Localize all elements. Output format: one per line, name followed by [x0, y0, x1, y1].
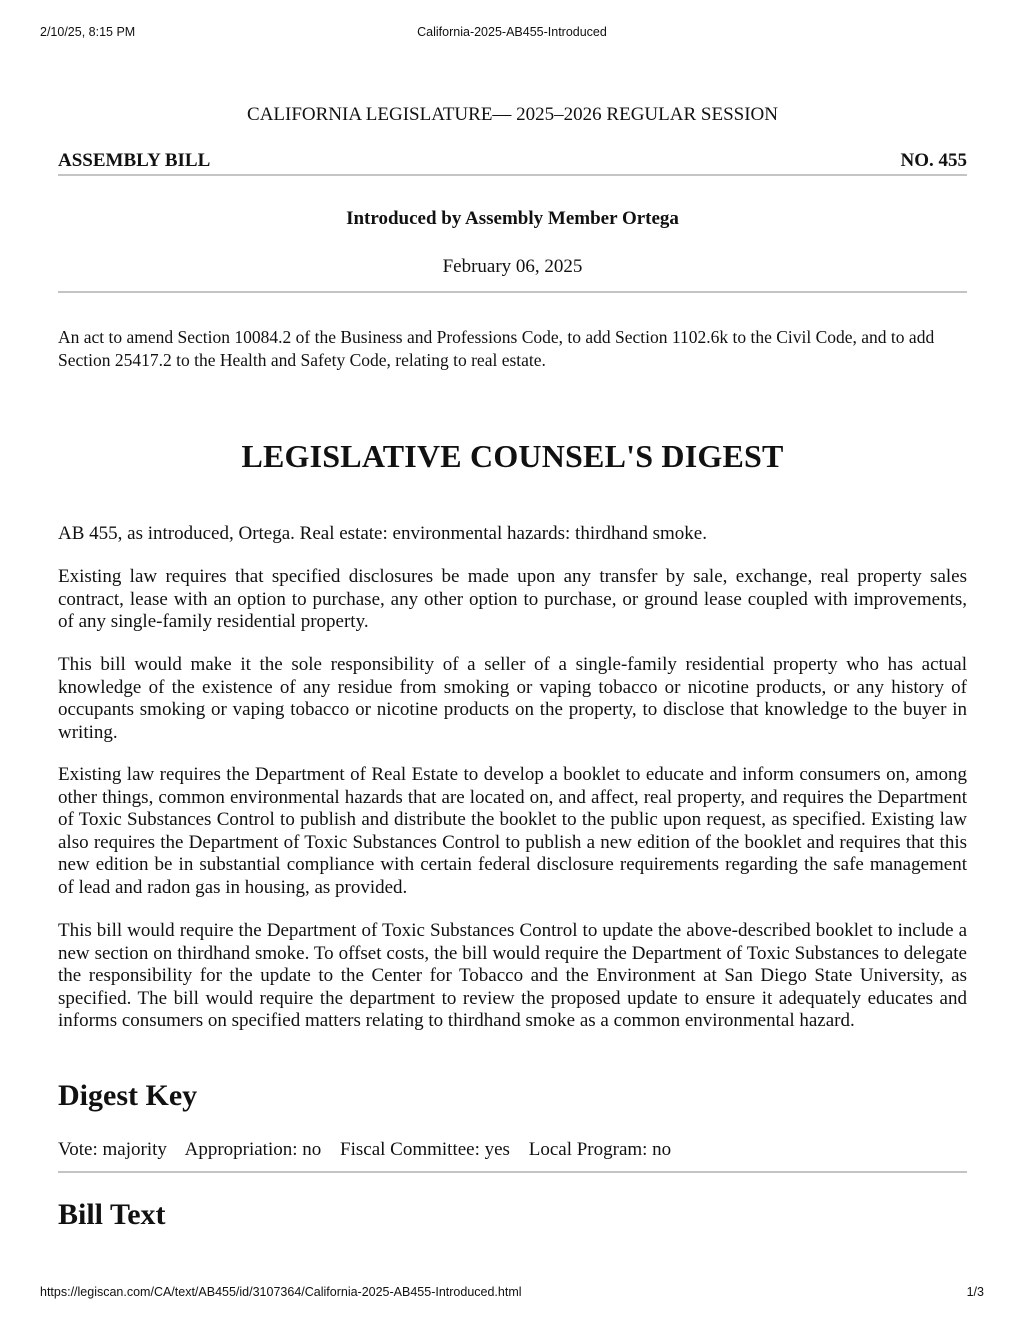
digest-paragraph: This bill would make it the sole responsibility of a seller of a single-family residential property who has actual knowledge of the existence of any residue from smoking or vaping tobacco or nicotine products, or any history of occupants smoking or vaping tobacco or nicotine products on the property, to disclose that knowledge to the buyer in writing.	[58, 654, 967, 743]
digest-summary: AB 455, as introduced, Ortega. Real estate: environmental hazards: thirdhand smoke.	[58, 523, 707, 544]
digest-key-heading: Digest Key	[58, 1079, 198, 1112]
digest-paragraph: Existing law requires the Department of Real Estate to develop a booklet to educate and inform consumers on, among other things, common environmental hazards that are located on, and affect, real property, and requires the Department of Toxic Substances Control to publish and distribute the booklet to the public upon request, as specified. Existing law also requires the Department of Toxic Substances Control to publish a new edition of the booklet and requires that this new edition be in substantial compliance with certain federal disclosure requirements regarding the safe management of lead and radon gas in housing, as provided.	[58, 764, 967, 898]
bill-number: NO. 455	[900, 150, 967, 171]
digest-paragraph: This bill would require the Department of Toxic Substances Control to update the above-described booklet to include a new section on thirdhand smoke. To offset costs, the bill would require the Department of Toxic Substances to delegate the responsibility for the update to the Center for Tobacco and the Environment at San Diego State University, as specified. The bill would require the department to review the proposed update to ensure it adequately educates and informs consumers on specified matters relating to thirdhand smoke as a common environmental hazard.	[58, 920, 967, 1031]
bill-heading-row	[58, 150, 967, 173]
print-doc-title: California-2025-AB455-Introduced	[417, 25, 607, 39]
bill-type: ASSEMBLY BILL	[58, 150, 211, 171]
introduced-date: February 06, 2025	[442, 256, 583, 277]
print-datetime: 2/10/25, 8:15 PM	[40, 25, 136, 39]
divider	[58, 174, 967, 176]
introduced-by: Introduced by Assembly Member Ortega	[346, 208, 679, 229]
session-title: CALIFORNIA LEGISLATURE— 2025–2026 REGULAR SESSION	[247, 104, 778, 125]
fiscal-committee-value: Fiscal Committee: yes	[340, 1139, 510, 1160]
print-footer	[40, 1285, 984, 1303]
bill-text-heading: Bill Text	[58, 1198, 166, 1231]
digest-title: LEGISLATIVE COUNSEL'S DIGEST	[241, 438, 784, 474]
appropriation-value: Appropriation: no	[184, 1139, 322, 1160]
digest-key-values	[58, 1139, 967, 1161]
divider	[58, 1171, 967, 1173]
print-page-number: 1/3	[966, 1285, 984, 1299]
vote-value: Vote: majority	[58, 1139, 167, 1160]
digest-paragraph: Existing law requires that specified disclosures be made upon any transfer by sale, exchange, real property sales contract, lease with an option to purchase, any other option to purchase, or ground lease coupled with improvements, of any single-family residential property.	[58, 566, 967, 632]
print-header	[40, 25, 984, 43]
local-program-value: Local Program: no	[528, 1139, 672, 1160]
print-url: https://legiscan.com/CA/text/AB455/id/3107364/California-2025-AB455-Introduced.html	[40, 1285, 522, 1299]
act-description: An act to amend Section 10084.2 of the Business and Professions Code, to add Section 1102.6k to the Civil Code, and to add Section 25417.2 to the Health and Safety Code, relating to real estate.	[58, 327, 935, 370]
divider	[58, 291, 967, 293]
